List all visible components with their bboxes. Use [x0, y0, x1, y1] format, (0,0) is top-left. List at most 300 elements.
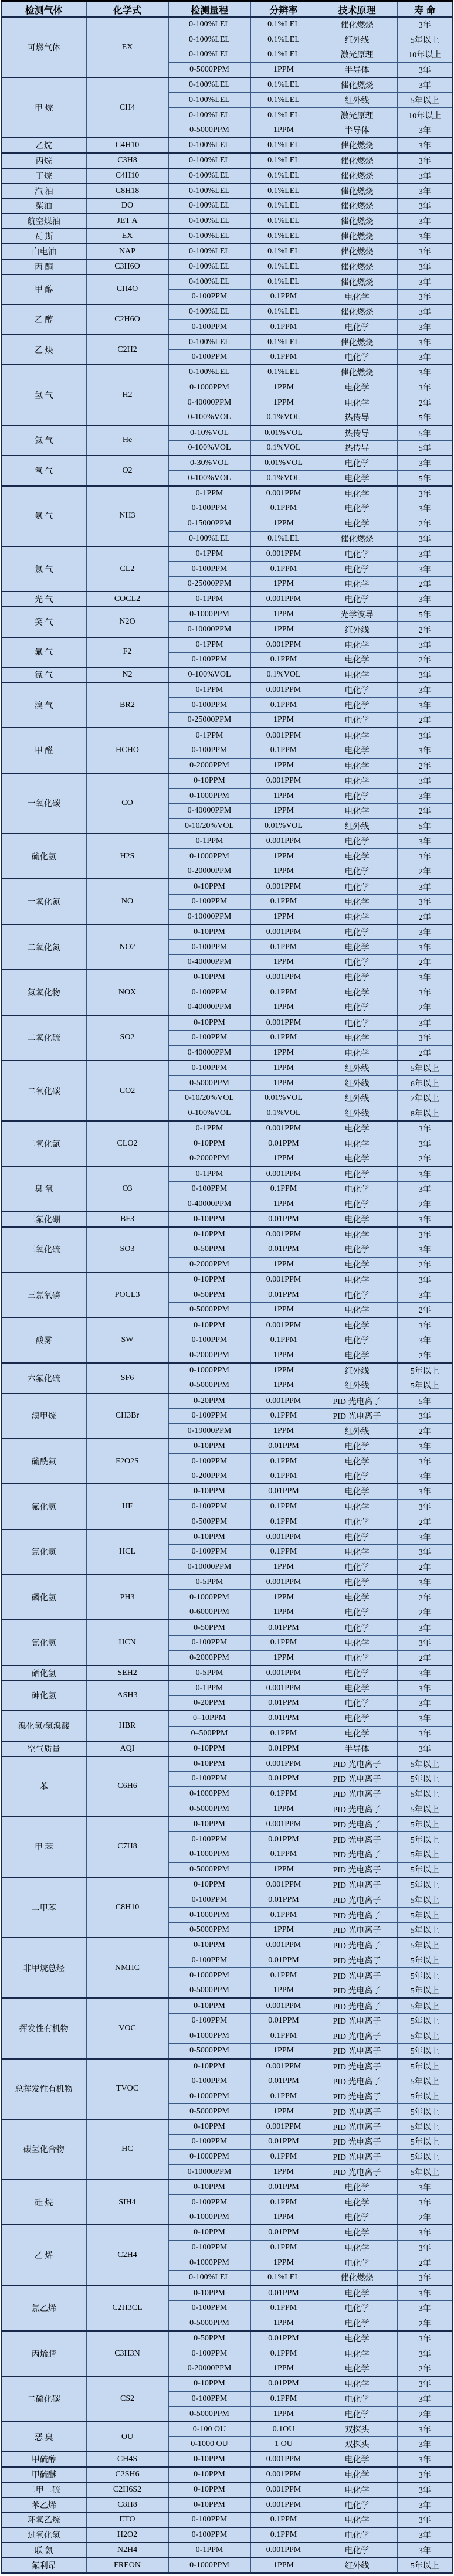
gas-name-cell: 二硫化碳 [1, 2376, 86, 2421]
table-row [1, 2512, 453, 2527]
resolution-cell: 0.001PPM [250, 1938, 317, 1953]
formula-cell: HCHO [86, 728, 168, 773]
formula-cell: H2S [86, 834, 168, 879]
table-row [1, 213, 453, 229]
life-cell: 3年 [397, 1167, 453, 1182]
table-row [1, 1061, 453, 1076]
principle-cell: 电化学 [317, 456, 397, 471]
formula-cell: HF [86, 1484, 168, 1529]
range-cell: 0-1PPM [168, 1121, 250, 1136]
table-row [1, 667, 453, 682]
principle-cell: 催化燃烧 [317, 153, 397, 168]
gas-name-cell: 苯乙烯 [1, 2497, 86, 2513]
principle-cell: 电化学 [317, 1620, 397, 1635]
range-cell: 0-100PPM [168, 350, 250, 365]
gas-name-cell: 磷化氢 [1, 1575, 86, 1620]
life-cell: 2年 [397, 1045, 453, 1061]
formula-cell: JET A [86, 213, 168, 229]
life-cell: 5年 [397, 471, 453, 486]
resolution-cell: 0.1PPM [250, 1968, 317, 1983]
resolution-cell: 0.1PPM [250, 2346, 317, 2361]
gas-name-cell: 丙 酮 [1, 259, 86, 274]
life-cell: 3年 [397, 1333, 453, 1348]
resolution-cell: 0.001PPM [250, 925, 317, 940]
life-cell: 3年 [397, 2497, 453, 2513]
range-cell: 0-5000PPM [168, 1802, 250, 1817]
resolution-cell: 1PPM [250, 1862, 317, 1877]
principle-cell: 红外线 [317, 1363, 397, 1378]
resolution-cell: 1PPM [250, 2210, 317, 2225]
life-cell: 3年 [397, 1544, 453, 1559]
formula-cell: SO3 [86, 1227, 168, 1272]
resolution-cell: 1PPM [250, 1423, 317, 1439]
range-cell: 0-10PPM [168, 970, 250, 985]
life-cell: 3年 [397, 153, 453, 168]
resolution-cell: 1PPM [250, 1197, 317, 1212]
life-cell: 3年 [397, 2467, 453, 2482]
formula-cell: O3 [86, 1167, 168, 1212]
principle-cell: 电化学 [317, 380, 397, 395]
life-cell: 5年以上 [397, 93, 453, 108]
principle-cell: PID 光电离子 [317, 1938, 397, 1953]
principle-cell: 电化学 [317, 2346, 397, 2361]
range-cell: 0-100%LEL [168, 168, 250, 183]
table-row [1, 1756, 453, 1772]
resolution-cell: 0.01PPM [250, 1242, 317, 1258]
range-cell: 0-100PPM [168, 2195, 250, 2210]
table-row [1, 1741, 453, 1756]
range-cell: 0-5000PPM [168, 2407, 250, 2422]
table-row [1, 2225, 453, 2240]
principle-cell: 半导体 [317, 1741, 397, 1756]
life-cell: 3年 [397, 1439, 453, 1454]
range-cell: 0-25000PPM [168, 576, 250, 592]
principle-cell: 红外线 [317, 622, 397, 637]
table-row [1, 970, 453, 985]
range-cell: 0-10PPM [168, 2119, 250, 2135]
table-row [1, 138, 453, 153]
range-cell: 0-100%VOL [168, 440, 250, 456]
resolution-cell: 0.001PPM [250, 834, 317, 849]
resolution-cell: 0.1PPM [250, 1908, 317, 1923]
range-cell: 0-100PPM [168, 940, 250, 955]
range-cell: 0-6000PPM [168, 1605, 250, 1620]
life-cell: 3年 [397, 1711, 453, 1726]
life-cell: 3年 [397, 2195, 453, 2210]
resolution-cell: 1PPM [250, 849, 317, 864]
range-cell: 0-100%LEL [168, 199, 250, 214]
life-cell: 2年 [397, 516, 453, 531]
principle-cell: 电化学 [317, 1030, 397, 1045]
principle-cell: 红外线 [317, 32, 397, 47]
table-row [1, 1817, 453, 1832]
resolution-cell: 0.01PPM [250, 1695, 317, 1711]
principle-cell: PID 光电离子 [317, 2164, 397, 2180]
resolution-cell: 0.1%LEL [250, 335, 317, 350]
resolution-cell: 0.001PPM [250, 1877, 317, 1892]
gas-name-cell: 氦 气 [1, 426, 86, 456]
life-cell: 5年以上 [397, 1968, 453, 1983]
range-cell: 0-100%LEL [168, 153, 250, 168]
formula-cell: CO [86, 773, 168, 834]
resolution-cell: 0.1%LEL [250, 32, 317, 47]
formula-cell: NOX [86, 970, 168, 1015]
range-cell: 0-20000PPM [168, 864, 250, 879]
resolution-cell: 0.001PPM [250, 773, 317, 789]
resolution-cell: 1PPM [250, 1559, 317, 1575]
formula-cell: C2H6S2 [86, 2482, 168, 2497]
life-cell: 3年 [397, 2300, 453, 2316]
resolution-cell: 0.01%VOL [250, 818, 317, 834]
gas-name-cell: 硒化氢 [1, 1666, 86, 1681]
principle-cell: 催化燃烧 [317, 2271, 397, 2286]
range-cell: 0-1000PPM [168, 789, 250, 804]
resolution-cell: 0.001PPM [250, 2482, 317, 2497]
resolution-cell: 0.1PPM [250, 1514, 317, 1530]
principle-cell: 催化燃烧 [317, 531, 397, 546]
resolution-cell: 0.1PPM [250, 652, 317, 667]
life-cell: 3年 [397, 229, 453, 244]
resolution-cell: 1PPM [250, 622, 317, 637]
gas-name-cell: 硫酰氟 [1, 1439, 86, 1484]
table-row [1, 77, 453, 93]
table-row [1, 274, 453, 290]
life-cell: 3年 [397, 834, 453, 849]
life-cell: 5年 [397, 1394, 453, 1409]
principle-cell: 热传导 [317, 426, 397, 441]
range-cell: 0-100PPM [168, 2527, 250, 2543]
life-cell: 3年 [397, 682, 453, 698]
resolution-cell: 0.01PPM [250, 2074, 317, 2089]
column-header-formula: 化学式 [86, 1, 168, 17]
principle-cell: 电化学 [317, 592, 397, 607]
table-row [1, 365, 453, 380]
range-cell: 0-1PPM [168, 486, 250, 501]
life-cell: 3年 [397, 1484, 453, 1499]
gas-name-cell: 一氧化碳 [1, 773, 86, 834]
gas-name-cell: 白电油 [1, 244, 86, 259]
range-cell: 0-15000PPM [168, 516, 250, 531]
range-cell: 0-1000 OU [168, 2437, 250, 2452]
range-cell: 0-100PPM [168, 320, 250, 335]
range-cell: 0-5000PPM [168, 1862, 250, 1877]
gas-name-cell: 乙 炔 [1, 335, 86, 365]
life-cell: 5年 [397, 440, 453, 456]
principle-cell: 激光原理 [317, 108, 397, 123]
range-cell: 0-100PPM [168, 894, 250, 909]
range-cell: 0-100PPM [168, 1499, 250, 1514]
resolution-cell: 0.001PPM [250, 546, 317, 562]
principle-cell: 电化学 [317, 1484, 397, 1499]
life-cell: 3年 [397, 637, 453, 653]
life-cell: 3年 [397, 456, 453, 471]
resolution-cell: 1 OU [250, 2437, 317, 2452]
range-cell: 0-1PPM [168, 2543, 250, 2558]
formula-cell: CH4O [86, 274, 168, 305]
principle-cell: 红外线 [317, 1378, 397, 1394]
range-cell: 0-1000PPM [168, 849, 250, 864]
formula-cell: SW [86, 1318, 168, 1363]
life-cell: 5年 [397, 426, 453, 441]
range-cell: 0-1000PPM [168, 2210, 250, 2225]
resolution-cell: 0.01PPM [250, 2225, 317, 2240]
principle-cell: 催化燃烧 [317, 138, 397, 153]
principle-cell: 催化燃烧 [317, 77, 397, 93]
life-cell: 5年以上 [397, 1877, 453, 1892]
life-cell: 3年 [397, 1499, 453, 1514]
life-cell: 3年 [397, 592, 453, 607]
life-cell: 3年 [397, 1666, 453, 1681]
range-cell: 0-10PPM [168, 1938, 250, 1953]
resolution-cell: 0.1PPM [250, 2028, 317, 2044]
principle-cell: 热传导 [317, 440, 397, 456]
resolution-cell: 1PPM [250, 2104, 317, 2119]
table-row [1, 168, 453, 183]
table-row [1, 1998, 453, 2013]
principle-cell: 光学波导 [317, 607, 397, 622]
formula-cell: HCN [86, 1620, 168, 1665]
resolution-cell: 1PPM [250, 1076, 317, 1091]
range-cell: 0-10PPM [168, 1318, 250, 1333]
range-cell: 0-100%LEL [168, 229, 250, 244]
range-cell: 0-5PPM [168, 1575, 250, 1590]
gas-name-cell: 氨 气 [1, 486, 86, 546]
table-row [1, 1394, 453, 1409]
range-cell: 0-10PPM [168, 1998, 250, 2013]
formula-cell: EX [86, 17, 168, 77]
range-cell: 0-1PPM [168, 834, 250, 849]
gas-name-cell: 空气质量 [1, 1741, 86, 1756]
resolution-cell: 0.1PPM [250, 985, 317, 1000]
resolution-cell: 1PPM [250, 1348, 317, 1363]
principle-cell: 电化学 [317, 2255, 397, 2271]
principle-cell: 电化学 [317, 1695, 397, 1711]
resolution-cell: 0.1PPM [250, 1333, 317, 1348]
principle-cell: 电化学 [317, 2497, 397, 2513]
resolution-cell: 0.01PPM [250, 1287, 317, 1303]
range-cell: 0-100PPM [168, 1181, 250, 1197]
resolution-cell: 1PPM [250, 1303, 317, 1318]
resolution-cell: 0.001PPM [250, 879, 317, 894]
range-cell: 0-1000PPM [168, 2558, 250, 2573]
resolution-cell: 1PPM [250, 2044, 317, 2059]
formula-cell: C8H18 [86, 183, 168, 199]
range-cell: 0-10PPM [168, 1272, 250, 1287]
table-row [1, 1530, 453, 1545]
principle-cell: 双探头 [317, 2422, 397, 2437]
life-cell: 5年以上 [397, 2164, 453, 2180]
gas-name-cell: 甲硫醚 [1, 2467, 86, 2482]
life-cell: 5年以上 [397, 1862, 453, 1877]
life-cell: 5年以上 [397, 1786, 453, 1802]
life-cell: 2年 [397, 2361, 453, 2377]
life-cell: 3年 [397, 501, 453, 516]
principle-cell: PID 光电离子 [317, 1908, 397, 1923]
range-cell: 0-100PPM [168, 1953, 250, 1968]
range-cell: 0-30%VOL [168, 456, 250, 471]
life-cell: 3年 [397, 562, 453, 577]
range-cell: 0-100PPM [168, 2391, 250, 2407]
table-row [1, 1439, 453, 1454]
range-cell: 0-10PPM [168, 1484, 250, 1499]
life-cell: 2年 [397, 803, 453, 818]
range-cell: 0-10PPM [168, 879, 250, 894]
principle-cell: 双探头 [317, 2437, 397, 2452]
formula-cell: NH3 [86, 486, 168, 546]
principle-cell: 催化燃烧 [317, 199, 397, 214]
resolution-cell: 0.001PPM [250, 1394, 317, 1409]
table-row [1, 244, 453, 259]
principle-cell: PID 光电离子 [317, 1771, 397, 1786]
formula-cell: POCL3 [86, 1272, 168, 1317]
range-cell: 0-1000PPM [168, 1968, 250, 1983]
resolution-cell: 0.1PPM [250, 289, 317, 304]
resolution-cell: 1PPM [250, 2316, 317, 2331]
principle-cell: 电化学 [317, 2376, 397, 2391]
table-row [1, 1318, 453, 1333]
life-cell: 5年以上 [397, 1832, 453, 1847]
resolution-cell: 0.001PPM [250, 1666, 317, 1681]
principle-cell: 电化学 [317, 1499, 397, 1514]
table-header [1, 1, 453, 17]
table-row [1, 546, 453, 562]
gas-name-cell: 氢 气 [1, 365, 86, 425]
life-cell: 3年 [397, 1469, 453, 1484]
resolution-cell: 0.1PPM [250, 1181, 317, 1197]
resolution-cell: 0.001PPM [250, 2467, 317, 2482]
formula-cell: N2H4 [86, 2543, 168, 2558]
formula-cell: OU [86, 2422, 168, 2452]
life-cell: 5年 [397, 410, 453, 426]
formula-cell: C3H8 [86, 153, 168, 168]
gas-name-cell: 甲 醛 [1, 728, 86, 773]
range-cell: 0-20PPM [168, 1394, 250, 1409]
principle-cell: 电化学 [317, 758, 397, 773]
range-cell: 0-100%LEL [168, 531, 250, 546]
gas-name-cell: 六氟化硫 [1, 1363, 86, 1394]
table-row [1, 17, 453, 32]
formula-cell: CLO2 [86, 1121, 168, 1166]
gas-name-cell: 氮 气 [1, 667, 86, 682]
resolution-cell: 0.1%LEL [250, 304, 317, 320]
resolution-cell: 1PPM [250, 123, 317, 138]
range-cell: 0-1PPM [168, 546, 250, 562]
life-cell: 3年 [397, 1726, 453, 1741]
range-cell: 0-1PPM [168, 1681, 250, 1696]
range-cell: 0-100%LEL [168, 47, 250, 63]
range-cell: 0-10PPM [168, 1439, 250, 1454]
life-cell: 3年 [397, 1227, 453, 1242]
table-row [1, 2467, 453, 2482]
gas-name-cell: 光 气 [1, 592, 86, 607]
gas-name-cell: 硅 烷 [1, 2180, 86, 2225]
resolution-cell: 0.01PPM [250, 2180, 317, 2195]
table-row [1, 1363, 453, 1378]
resolution-cell: 0.1PPM [250, 350, 317, 365]
resolution-cell: 0.1PPM [250, 1469, 317, 1484]
life-cell: 3年 [397, 1454, 453, 1469]
life-cell: 6年以上 [397, 1076, 453, 1091]
principle-cell: 电化学 [317, 1167, 397, 1182]
range-cell: 0-10PPM [168, 773, 250, 789]
principle-cell: PID 光电离子 [317, 2135, 397, 2150]
life-cell: 3年 [397, 2482, 453, 2497]
range-cell: 0-40000PPM [168, 1045, 250, 1061]
gas-name-cell: 乙 醇 [1, 304, 86, 335]
range-cell: 0-10PPM [168, 1136, 250, 1151]
resolution-cell: 0.1%VOL [250, 410, 317, 426]
life-cell: 5年以上 [397, 1756, 453, 1772]
principle-cell: 半导体 [317, 123, 397, 138]
gas-name-cell: 汽 油 [1, 183, 86, 199]
resolution-cell: 1PPM [250, 1650, 317, 1666]
resolution-cell: 1PPM [250, 1802, 317, 1817]
range-cell: 0-2000PPM [168, 1348, 250, 1363]
formula-cell: CO2 [86, 1061, 168, 1121]
table-row [1, 1711, 453, 1726]
life-cell: 3年 [397, 350, 453, 365]
range-cell: 0-1PPM [168, 592, 250, 607]
gas-name-cell: 丁烷 [1, 168, 86, 183]
resolution-cell: 1PPM [250, 607, 317, 622]
range-cell: 0-1PPM [168, 1167, 250, 1182]
gas-name-cell: 溴 气 [1, 682, 86, 728]
resolution-cell: 0.1PPM [250, 2391, 317, 2407]
principle-cell: 电化学 [317, 1469, 397, 1484]
life-cell: 10年以上 [397, 108, 453, 123]
life-cell: 5年以上 [397, 2059, 453, 2074]
range-cell: 0-100PPM [168, 2240, 250, 2255]
resolution-cell: 0.1OU [250, 2422, 317, 2437]
principle-cell: PID 光电离子 [317, 1953, 397, 1968]
resolution-cell: 0.1%LEL [250, 93, 317, 108]
life-cell: 2年 [397, 713, 453, 728]
principle-cell: 电化学 [317, 1514, 397, 1530]
principle-cell: 催化燃烧 [317, 168, 397, 183]
table-row [1, 1272, 453, 1287]
resolution-cell: 0.01%VOL [250, 456, 317, 471]
resolution-cell: 0.001PPM [250, 1167, 317, 1182]
gas-name-cell: 乙烷 [1, 138, 86, 153]
resolution-cell: 0.1PPM [250, 2195, 317, 2210]
resolution-cell: 0.01%VOL [250, 1091, 317, 1106]
resolution-cell: 0.1%LEL [250, 531, 317, 546]
range-cell: 0-40000PPM [168, 803, 250, 818]
range-cell: 0-5000PPM [168, 123, 250, 138]
formula-cell: H2 [86, 365, 168, 425]
gas-name-cell: 溴甲烷 [1, 1394, 86, 1439]
range-cell: 0-100PPM [168, 1892, 250, 1908]
resolution-cell: 0.01%VOL [250, 426, 317, 441]
formula-cell: COCL2 [86, 592, 168, 607]
range-cell: 0-1PPM [168, 682, 250, 698]
resolution-cell: 0.001PPM [250, 1575, 317, 1590]
range-cell: 0-40000PPM [168, 1000, 250, 1015]
table-row [1, 1575, 453, 1590]
life-cell: 3年 [397, 2512, 453, 2527]
principle-cell: 电化学 [317, 546, 397, 562]
life-cell: 3年 [397, 2180, 453, 2195]
resolution-cell: 1PPM [250, 1590, 317, 1605]
range-cell: 0-10000PPM [168, 2164, 250, 2180]
resolution-cell: 0.1PPM [250, 2240, 317, 2255]
gas-name-cell: 二氧化碳 [1, 1061, 86, 1121]
principle-cell: 电化学 [317, 682, 397, 698]
life-cell: 3年 [397, 289, 453, 304]
life-cell: 3年 [397, 1741, 453, 1756]
range-cell: 0-100%LEL [168, 365, 250, 380]
life-cell: 3年 [397, 2286, 453, 2301]
